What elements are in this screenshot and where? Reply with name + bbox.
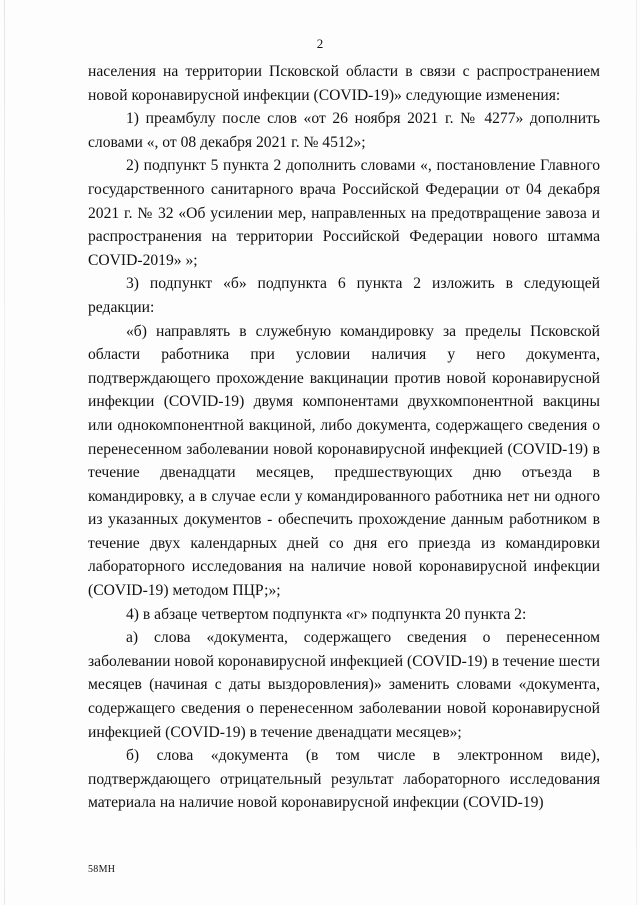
paragraph: населения на территории Псковской области в связи с распространением новой коронавирусной инфекции (COVID-19)» следующие изменения: (88, 63, 600, 104)
paragraph: «б) направлять в служебную командировку за пределы Псковской области работника при условии наличия у него документа, подтверждающего прохождение вакцинации против новой коронавирусной инфекции (COVID-19) двумя компонентами двухкомпонентной вакцины или однокомпонентной вакциной, либо документа, содержащего сведения о перенесенном заболевании новой коронавирусной инфекцией (COVID-19) в течение двенадцати месяцев, предшествующих дню отъезда в командировку, а в случае если у командированного работника нет ни одного из указанных документов - обеспечить прохождение данным работником в течение двух календарных дней со дня его приезда из командировки лабораторного исследования на наличие новой коронавирусной инфекции (COVID-19) методом ПЦР;»; (88, 322, 600, 600)
scan-edge-left (4, 0, 5, 905)
page-number: 2 (316, 36, 324, 51)
paragraph: а) слова «документа, содержащего сведения о перенесенном заболевании новой коронавирусной инфекцией (COVID-19) в течение шести месяцев (начиная с даты выздоровления)» заменить словами «документа, содержащего сведения о перенесенном заболевании новой коронавирусной инфекцией (COVID-19) в течение двенадцати месяцев»; (88, 629, 600, 741)
document-body (88, 60, 600, 815)
paragraph: б) слова «документа (в том числе в электронном виде), подтверждающего отрицательный результат лабораторного исследования материала на наличие новой коронавирусной инфекции (COVID-19) (88, 747, 600, 812)
paragraph: 3) подпункт «б» подпункта 6 пункта 2 изложить в следующей редакции: (88, 275, 600, 316)
footer-code: 58МН (88, 864, 116, 875)
paragraph: 4) в абзаце четвертом подпункта «г» подпункта 20 пункта 2: (126, 605, 527, 623)
scan-edge-right (636, 0, 637, 905)
paragraph: 1) преамбулу после слов «от 26 ноября 2021 г. № 4277» дополнить словами «, от 08 декабря 2021 г. № 4512»; (88, 110, 600, 151)
paragraph: 2) подпункт 5 пункта 2 дополнить словами «, постановление Главного государственного санитарного врача Российской Федерации от 04 декабря 2021 г. № 32 «Об усилении мер, направленных на предотвращение завоза и распространения на территории Российской Федерации нового штамма COVID-2019» »; (88, 157, 600, 269)
